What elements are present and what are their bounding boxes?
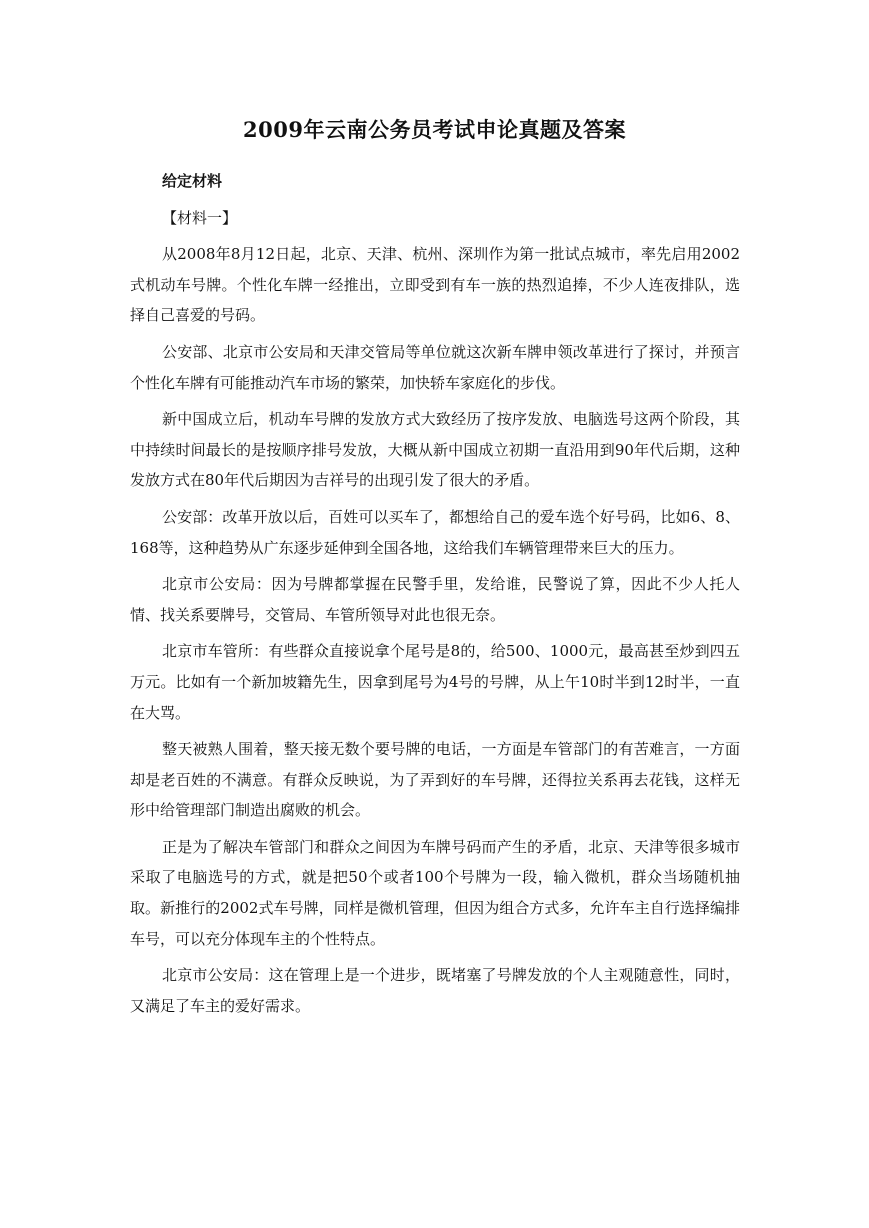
paragraph: 北京市公安局：这在管理上是一个进步，既堵塞了号牌发放的个人主观随意性，同时，又满足了车主的爱好需求。 xyxy=(130,966,740,1015)
paragraph: 从2008年8月12日起，北京、天津、杭州、深圳作为第一批试点城市，率先启用2002式机动车号牌。个性化车牌一经推出，立即受到有车一族的热烈追捧，不少人连夜排队，选择自己喜爱的号码。 xyxy=(130,245,740,325)
paragraph: 北京市公安局：因为号牌都掌握在民警手里，发给谁，民警说了算，因此不少人托人情、找关系要牌号，交管局、车管所领导对此也很无奈。 xyxy=(130,575,740,624)
paragraph: 北京市车管所：有些群众直接说拿个尾号是8的，给500、1000元，最高甚至炒到四五万元。比如有一个新加坡籍先生，因拿到尾号为4号的号牌，从上午10时半到12时半，一直在大骂。 xyxy=(130,642,740,722)
document-body xyxy=(130,166,740,1021)
paragraph: 公安部：改革开放以后，百姓可以买车了，都想给自己的爱车选个好号码，比如6、8、168等，这种趋势从广东逐步延伸到全国各地，这给我们车辆管理带来巨大的压力。 xyxy=(130,507,740,557)
paragraph: 整天被熟人围着，整天接无数个要号牌的电话，一方面是车管部门的有苦难言，一方面却是老百姓的不满意。有群众反映说，为了弄到好的车号牌，还得拉关系再去花钱，这样无形中给管理部门制造出腐败的机会。 xyxy=(130,740,740,820)
paragraph: 新中国成立后，机动车号牌的发放方式大致经历了按序发放、电脑选号这两个阶段，其中持续时间最长的是按顺序排号发放，大概从新中国成立初期一直沿用到90年代后期，这种发放方式在80年代后期因为吉祥号的出现引发了很大的矛盾。 xyxy=(130,410,740,490)
paragraph: 公安部、北京市公安局和天津交管局等单位就这次新车牌申领改革进行了探讨，并预言个性化车牌有可能推动汽车市场的繁荣，加快轿车家庭化的步伐。 xyxy=(130,342,740,392)
document-title: 2009年云南公务员考试申论真题及答案 xyxy=(243,117,626,142)
material-label: 【材料一】 xyxy=(162,208,238,227)
paragraph: 正是为了解决车管部门和群众之间因为车牌号码而产生的矛盾，北京、天津等很多城市采取了电脑选号的方式，就是把50个或者100个号牌为一段，输入微机，群众当场随机抽取。新推行的2002式车号牌，同样是微机管理，但因为组合方式多，允许车主自行选择编排车号，可以充分体现车主的个性特点。 xyxy=(130,837,740,948)
section-label: 给定材料 xyxy=(162,172,223,190)
